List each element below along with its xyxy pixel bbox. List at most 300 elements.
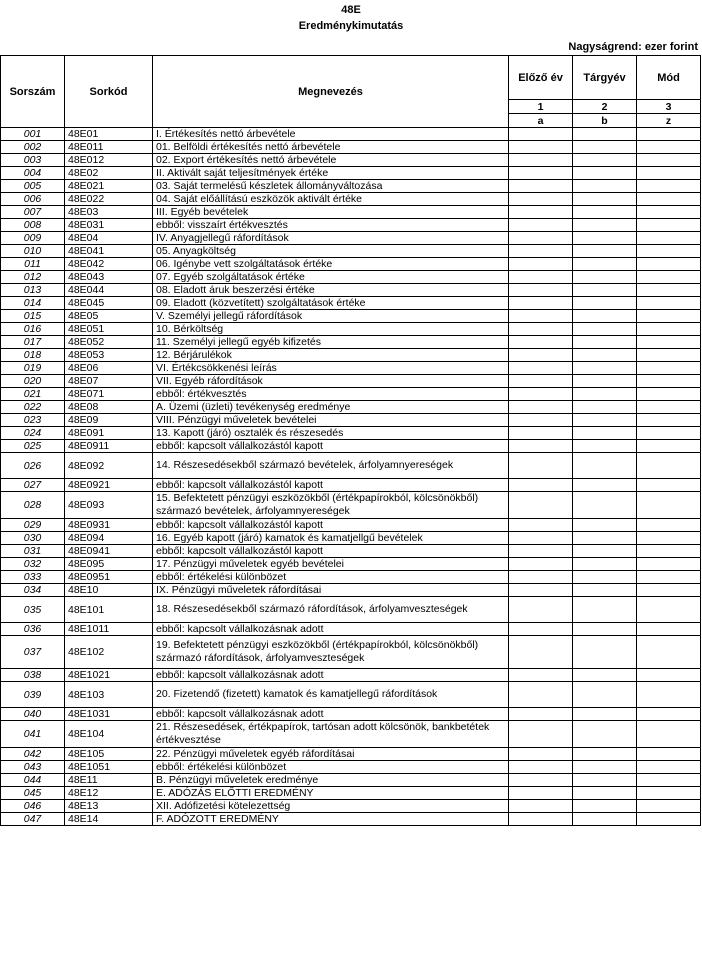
- value-targyev[interactable]: [573, 669, 637, 682]
- row-megnevezes: V. Személyi jellegű ráfordítások: [153, 310, 509, 323]
- value-mod[interactable]: [637, 682, 701, 708]
- value-mod[interactable]: [637, 323, 701, 336]
- value-elozo-ev[interactable]: [509, 310, 573, 323]
- row-sorkod: 48E044: [65, 284, 153, 297]
- row-megnevezes: ebből: kapcsolt vállalkozástól kapott: [153, 479, 509, 492]
- row-sorkod: 48E041: [65, 245, 153, 258]
- value-mod[interactable]: [637, 401, 701, 414]
- row-sorszam: 002: [1, 141, 65, 154]
- row-megnevezes: ebből: értékelési különbözet: [153, 571, 509, 584]
- row-megnevezes: E. ADÓZÁS ELŐTTI EREDMÉNY: [153, 787, 509, 800]
- value-targyev[interactable]: [573, 154, 637, 167]
- row-megnevezes: 01. Belföldi értékesítés nettó árbevétele: [153, 141, 509, 154]
- value-mod[interactable]: [637, 440, 701, 453]
- value-elozo-ev[interactable]: [509, 271, 573, 284]
- row-sorszam: 032: [1, 558, 65, 571]
- row-sorszam: 003: [1, 154, 65, 167]
- row-megnevezes: 07. Egyéb szolgáltatások értéke: [153, 271, 509, 284]
- value-mod[interactable]: [637, 748, 701, 761]
- value-mod[interactable]: [637, 271, 701, 284]
- value-elozo-ev[interactable]: [509, 206, 573, 219]
- row-sorszam: 023: [1, 414, 65, 427]
- row-megnevezes: 15. Befektetett pénzügyi eszközökből (értékpapírokból, kölcsönökből) származó bevételek, árfolyamnyereségek: [153, 492, 509, 519]
- row-sorszam: 022: [1, 401, 65, 414]
- table-row: [1, 154, 701, 167]
- value-targyev[interactable]: [573, 388, 637, 401]
- table-row: [1, 128, 701, 141]
- value-targyev[interactable]: [573, 584, 637, 597]
- row-megnevezes: 09. Eladott (közvetített) szolgáltatások értéke: [153, 297, 509, 310]
- row-megnevezes: ebből: kapcsolt vállalkozásnak adott: [153, 623, 509, 636]
- row-megnevezes: 20. Fizetendő (fizetett) kamatok és kamatjellegű ráfordítások: [153, 682, 509, 708]
- value-targyev[interactable]: [573, 219, 637, 232]
- value-elozo-ev[interactable]: [509, 708, 573, 721]
- value-elozo-ev[interactable]: [509, 479, 573, 492]
- value-elozo-ev[interactable]: [509, 193, 573, 206]
- value-elozo-ev[interactable]: [509, 427, 573, 440]
- row-sorkod: 48E11: [65, 774, 153, 787]
- value-targyev[interactable]: [573, 774, 637, 787]
- row-sorkod: 48E095: [65, 558, 153, 571]
- row-megnevezes: ebből: kapcsolt vállalkozástól kapott: [153, 519, 509, 532]
- value-mod[interactable]: [637, 479, 701, 492]
- row-sorszam: 018: [1, 349, 65, 362]
- value-mod[interactable]: [637, 597, 701, 623]
- value-targyev[interactable]: [573, 440, 637, 453]
- value-targyev[interactable]: [573, 708, 637, 721]
- table-row: [1, 297, 701, 310]
- value-targyev[interactable]: [573, 206, 637, 219]
- row-sorkod: 48E0921: [65, 479, 153, 492]
- row-sorkod: 48E05: [65, 310, 153, 323]
- value-targyev[interactable]: [573, 532, 637, 545]
- value-mod[interactable]: [637, 414, 701, 427]
- row-sorkod: 48E012: [65, 154, 153, 167]
- value-targyev[interactable]: [573, 721, 637, 748]
- row-sorkod: 48E14: [65, 813, 153, 826]
- row-sorszam: 033: [1, 571, 65, 584]
- value-mod[interactable]: [637, 167, 701, 180]
- value-targyev[interactable]: [573, 519, 637, 532]
- row-megnevezes: 21. Részesedések, értékpapírok, tartósan adott kölcsönök, bankbetétek értékvesztése: [153, 721, 509, 748]
- row-sorkod: 48E105: [65, 748, 153, 761]
- row-megnevezes: F. ADÓZOTT EREDMÉNY: [153, 813, 509, 826]
- value-targyev[interactable]: [573, 414, 637, 427]
- table-row: [1, 323, 701, 336]
- row-sorkod: 48E03: [65, 206, 153, 219]
- value-mod[interactable]: [637, 669, 701, 682]
- value-elozo-ev[interactable]: [509, 375, 573, 388]
- value-elozo-ev[interactable]: [509, 721, 573, 748]
- value-targyev[interactable]: [573, 761, 637, 774]
- value-targyev[interactable]: [573, 128, 637, 141]
- row-sorszam: 026: [1, 453, 65, 479]
- row-megnevezes: ebből: kapcsolt vállalkozásnak adott: [153, 708, 509, 721]
- header-elozo-ev: Előző év: [509, 56, 573, 100]
- value-elozo-ev[interactable]: [509, 558, 573, 571]
- row-sorszam: 025: [1, 440, 65, 453]
- value-mod[interactable]: [637, 519, 701, 532]
- value-elozo-ev[interactable]: [509, 492, 573, 519]
- table-row: [1, 761, 701, 774]
- table-row: [1, 669, 701, 682]
- value-elozo-ev[interactable]: [509, 440, 573, 453]
- row-sorkod: 48E093: [65, 492, 153, 519]
- row-megnevezes: 13. Kapott (járó) osztalék és részesedés: [153, 427, 509, 440]
- table-body: [1, 128, 701, 826]
- value-targyev[interactable]: [573, 787, 637, 800]
- header-targyev: Tárgyév: [573, 56, 637, 100]
- row-megnevezes: 19. Befektetett pénzügyi eszközökből (értékpapírokból, kölcsönökből) származó ráfordítások, árfolyamveszteségek: [153, 636, 509, 669]
- value-mod[interactable]: [637, 206, 701, 219]
- value-targyev[interactable]: [573, 323, 637, 336]
- value-mod[interactable]: [637, 721, 701, 748]
- value-elozo-ev[interactable]: [509, 284, 573, 297]
- value-targyev[interactable]: [573, 597, 637, 623]
- table-row: [1, 708, 701, 721]
- value-targyev[interactable]: [573, 682, 637, 708]
- row-sorkod: 48E08: [65, 401, 153, 414]
- row-sorkod: 48E0941: [65, 545, 153, 558]
- value-elozo-ev[interactable]: [509, 219, 573, 232]
- row-megnevezes: IV. Anyagjellegű ráfordítások: [153, 232, 509, 245]
- row-sorszam: 030: [1, 532, 65, 545]
- value-targyev[interactable]: [573, 362, 637, 375]
- value-elozo-ev[interactable]: [509, 545, 573, 558]
- table-row: [1, 258, 701, 271]
- row-megnevezes: ebből: kapcsolt vállalkozásnak adott: [153, 669, 509, 682]
- value-elozo-ev[interactable]: [509, 584, 573, 597]
- row-sorszam: 047: [1, 813, 65, 826]
- row-sorkod: 48E1051: [65, 761, 153, 774]
- table-row: [1, 532, 701, 545]
- value-mod[interactable]: [637, 284, 701, 297]
- value-elozo-ev[interactable]: [509, 623, 573, 636]
- header-letter-a: a: [509, 114, 573, 128]
- value-mod[interactable]: [637, 800, 701, 813]
- value-mod[interactable]: [637, 492, 701, 519]
- table-row: [1, 193, 701, 206]
- value-targyev[interactable]: [573, 813, 637, 826]
- value-elozo-ev[interactable]: [509, 636, 573, 669]
- row-sorszam: 039: [1, 682, 65, 708]
- table-row: [1, 800, 701, 813]
- value-mod[interactable]: [637, 708, 701, 721]
- value-mod[interactable]: [637, 362, 701, 375]
- value-targyev[interactable]: [573, 401, 637, 414]
- value-elozo-ev[interactable]: [509, 401, 573, 414]
- row-sorkod: 48E13: [65, 800, 153, 813]
- value-targyev[interactable]: [573, 571, 637, 584]
- value-mod[interactable]: [637, 375, 701, 388]
- table-row: [1, 584, 701, 597]
- value-elozo-ev[interactable]: [509, 774, 573, 787]
- table-row: [1, 141, 701, 154]
- row-sorkod: 48E021: [65, 180, 153, 193]
- value-mod[interactable]: [637, 545, 701, 558]
- row-sorszam: 001: [1, 128, 65, 141]
- value-targyev[interactable]: [573, 297, 637, 310]
- row-sorkod: 48E1031: [65, 708, 153, 721]
- row-sorkod: 48E094: [65, 532, 153, 545]
- table-row: [1, 427, 701, 440]
- row-megnevezes: VI. Értékcsökkenési leírás: [153, 362, 509, 375]
- row-megnevezes: 02. Export értékesítés nettó árbevétele: [153, 154, 509, 167]
- table-row: [1, 362, 701, 375]
- value-elozo-ev[interactable]: [509, 245, 573, 258]
- value-targyev[interactable]: [573, 636, 637, 669]
- value-elozo-ev[interactable]: [509, 453, 573, 479]
- value-targyev[interactable]: [573, 492, 637, 519]
- row-megnevezes: II. Aktivált saját teljesítmények értéke: [153, 167, 509, 180]
- value-mod[interactable]: [637, 219, 701, 232]
- table-row: [1, 721, 701, 748]
- value-targyev[interactable]: [573, 167, 637, 180]
- table-row: [1, 336, 701, 349]
- value-elozo-ev[interactable]: [509, 787, 573, 800]
- value-mod[interactable]: [637, 349, 701, 362]
- value-mod[interactable]: [637, 141, 701, 154]
- value-elozo-ev[interactable]: [509, 682, 573, 708]
- row-sorszam: 031: [1, 545, 65, 558]
- value-targyev[interactable]: [573, 748, 637, 761]
- value-elozo-ev[interactable]: [509, 180, 573, 193]
- value-mod[interactable]: [637, 558, 701, 571]
- value-targyev[interactable]: [573, 310, 637, 323]
- table-row: [1, 558, 701, 571]
- table-row: [1, 401, 701, 414]
- row-megnevezes: 04. Saját előállítású eszközök aktivált értéke: [153, 193, 509, 206]
- value-mod[interactable]: [637, 427, 701, 440]
- value-mod[interactable]: [637, 774, 701, 787]
- row-sorszam: 028: [1, 492, 65, 519]
- value-targyev[interactable]: [573, 245, 637, 258]
- row-megnevezes: 11. Személyi jellegű egyéb kifizetés: [153, 336, 509, 349]
- value-targyev[interactable]: [573, 258, 637, 271]
- row-sorszam: 035: [1, 597, 65, 623]
- row-sorszam: 038: [1, 669, 65, 682]
- value-mod[interactable]: [637, 310, 701, 323]
- row-megnevezes: 17. Pénzügyi műveletek egyéb bevételei: [153, 558, 509, 571]
- value-elozo-ev[interactable]: [509, 362, 573, 375]
- value-elozo-ev[interactable]: [509, 571, 573, 584]
- value-elozo-ev[interactable]: [509, 813, 573, 826]
- row-sorkod: 48E045: [65, 297, 153, 310]
- header-sorkod: Sorkód: [65, 56, 153, 128]
- value-targyev[interactable]: [573, 349, 637, 362]
- value-mod[interactable]: [637, 128, 701, 141]
- row-sorszam: 008: [1, 219, 65, 232]
- value-targyev[interactable]: [573, 375, 637, 388]
- row-megnevezes: VII. Egyéb ráfordítások: [153, 375, 509, 388]
- value-mod[interactable]: [637, 571, 701, 584]
- header-letter-b: b: [573, 114, 637, 128]
- row-megnevezes: 12. Bérjárulékok: [153, 349, 509, 362]
- value-elozo-ev[interactable]: [509, 232, 573, 245]
- value-elozo-ev[interactable]: [509, 414, 573, 427]
- value-targyev[interactable]: [573, 336, 637, 349]
- value-elozo-ev[interactable]: [509, 669, 573, 682]
- row-sorszam: 040: [1, 708, 65, 721]
- table-row: [1, 388, 701, 401]
- row-sorkod: 48E04: [65, 232, 153, 245]
- row-sorszam: 042: [1, 748, 65, 761]
- table-row: [1, 206, 701, 219]
- value-targyev[interactable]: [573, 141, 637, 154]
- row-megnevezes: 18. Részesedésekből származó ráfordítások, árfolyamveszteségek: [153, 597, 509, 623]
- table-row: [1, 245, 701, 258]
- value-elozo-ev[interactable]: [509, 519, 573, 532]
- value-elozo-ev[interactable]: [509, 388, 573, 401]
- value-mod[interactable]: [637, 787, 701, 800]
- value-mod[interactable]: [637, 584, 701, 597]
- row-sorkod: 48E01: [65, 128, 153, 141]
- value-targyev[interactable]: [573, 427, 637, 440]
- value-elozo-ev[interactable]: [509, 297, 573, 310]
- value-mod[interactable]: [637, 388, 701, 401]
- row-sorkod: 48E0951: [65, 571, 153, 584]
- value-mod[interactable]: [637, 232, 701, 245]
- row-megnevezes: VIII. Pénzügyi műveletek bevételei: [153, 414, 509, 427]
- value-mod[interactable]: [637, 193, 701, 206]
- value-mod[interactable]: [637, 761, 701, 774]
- table-row: [1, 375, 701, 388]
- row-megnevezes: ebből: kapcsolt vállalkozástól kapott: [153, 440, 509, 453]
- value-mod[interactable]: [637, 258, 701, 271]
- value-targyev[interactable]: [573, 800, 637, 813]
- table-row: [1, 310, 701, 323]
- row-sorszam: 006: [1, 193, 65, 206]
- row-sorkod: 48E042: [65, 258, 153, 271]
- table-row: [1, 479, 701, 492]
- header-num-3: 3: [637, 100, 701, 114]
- value-targyev[interactable]: [573, 284, 637, 297]
- row-sorszam: 016: [1, 323, 65, 336]
- value-targyev[interactable]: [573, 271, 637, 284]
- value-mod[interactable]: [637, 453, 701, 479]
- row-sorkod: 48E102: [65, 636, 153, 669]
- row-sorkod: 48E1011: [65, 623, 153, 636]
- row-sorszam: 045: [1, 787, 65, 800]
- row-megnevezes: 10. Bérköltség: [153, 323, 509, 336]
- row-megnevezes: ebből: értékelési különbözet: [153, 761, 509, 774]
- value-elozo-ev[interactable]: [509, 141, 573, 154]
- table-row: [1, 787, 701, 800]
- value-targyev[interactable]: [573, 180, 637, 193]
- table-row: [1, 219, 701, 232]
- value-elozo-ev[interactable]: [509, 128, 573, 141]
- row-sorkod: 48E07: [65, 375, 153, 388]
- row-megnevezes: IX. Pénzügyi műveletek ráfordításai: [153, 584, 509, 597]
- row-megnevezes: 03. Saját termelésű készletek állományváltozása: [153, 180, 509, 193]
- value-mod[interactable]: [637, 297, 701, 310]
- value-targyev[interactable]: [573, 623, 637, 636]
- value-elozo-ev[interactable]: [509, 800, 573, 813]
- row-sorszam: 020: [1, 375, 65, 388]
- row-sorszam: 027: [1, 479, 65, 492]
- row-sorkod: 48E052: [65, 336, 153, 349]
- table-row: [1, 623, 701, 636]
- row-sorkod: 48E12: [65, 787, 153, 800]
- row-megnevezes: III. Egyéb bevételek: [153, 206, 509, 219]
- row-sorkod: 48E011: [65, 141, 153, 154]
- row-sorkod: 48E0911: [65, 440, 153, 453]
- value-elozo-ev[interactable]: [509, 597, 573, 623]
- table-row: [1, 636, 701, 669]
- table-row: [1, 748, 701, 761]
- value-elozo-ev[interactable]: [509, 258, 573, 271]
- row-sorszam: 046: [1, 800, 65, 813]
- row-sorszam: 005: [1, 180, 65, 193]
- row-megnevezes: 22. Pénzügyi műveletek egyéb ráfordításai: [153, 748, 509, 761]
- row-sorszam: 041: [1, 721, 65, 748]
- row-megnevezes: B. Pénzügyi műveletek eredménye: [153, 774, 509, 787]
- value-elozo-ev[interactable]: [509, 532, 573, 545]
- table-row: [1, 284, 701, 297]
- row-sorszam: 034: [1, 584, 65, 597]
- value-mod[interactable]: [637, 154, 701, 167]
- row-sorszam: 017: [1, 336, 65, 349]
- row-megnevezes: 14. Részesedésekből származó bevételek, árfolyamnyereségek: [153, 453, 509, 479]
- table-row: [1, 180, 701, 193]
- table-row: [1, 571, 701, 584]
- value-mod[interactable]: [637, 180, 701, 193]
- table-row: [1, 813, 701, 826]
- row-sorszam: 013: [1, 284, 65, 297]
- value-elozo-ev[interactable]: [509, 323, 573, 336]
- row-sorkod: 48E092: [65, 453, 153, 479]
- value-elozo-ev[interactable]: [509, 167, 573, 180]
- value-mod[interactable]: [637, 813, 701, 826]
- value-mod[interactable]: [637, 532, 701, 545]
- value-targyev[interactable]: [573, 558, 637, 571]
- value-elozo-ev[interactable]: [509, 761, 573, 774]
- row-sorkod: 48E09: [65, 414, 153, 427]
- row-sorkod: 48E091: [65, 427, 153, 440]
- value-targyev[interactable]: [573, 479, 637, 492]
- row-sorszam: 015: [1, 310, 65, 323]
- row-sorkod: 48E031: [65, 219, 153, 232]
- row-sorkod: 48E022: [65, 193, 153, 206]
- row-sorszam: 004: [1, 167, 65, 180]
- row-megnevezes: XII. Adófizetési kötelezettség: [153, 800, 509, 813]
- row-sorkod: 48E104: [65, 721, 153, 748]
- row-sorszam: 012: [1, 271, 65, 284]
- row-sorszam: 043: [1, 761, 65, 774]
- value-mod[interactable]: [637, 623, 701, 636]
- row-megnevezes: ebből: kapcsolt vállalkozástól kapott: [153, 545, 509, 558]
- value-targyev[interactable]: [573, 453, 637, 479]
- row-sorszam: 037: [1, 636, 65, 669]
- table-row: [1, 232, 701, 245]
- row-sorszam: 009: [1, 232, 65, 245]
- value-mod[interactable]: [637, 336, 701, 349]
- income-statement-table: [0, 55, 701, 826]
- row-megnevezes: I. Értékesítés nettó árbevétele: [153, 128, 509, 141]
- value-mod[interactable]: [637, 636, 701, 669]
- header-mod: Mód: [637, 56, 701, 100]
- row-megnevezes: A. Üzemi (üzleti) tevékenység eredménye: [153, 401, 509, 414]
- value-mod[interactable]: [637, 245, 701, 258]
- value-targyev[interactable]: [573, 232, 637, 245]
- value-elozo-ev[interactable]: [509, 154, 573, 167]
- value-elozo-ev[interactable]: [509, 336, 573, 349]
- value-targyev[interactable]: [573, 545, 637, 558]
- value-elozo-ev[interactable]: [509, 349, 573, 362]
- row-sorkod: 48E071: [65, 388, 153, 401]
- value-targyev[interactable]: [573, 193, 637, 206]
- value-elozo-ev[interactable]: [509, 748, 573, 761]
